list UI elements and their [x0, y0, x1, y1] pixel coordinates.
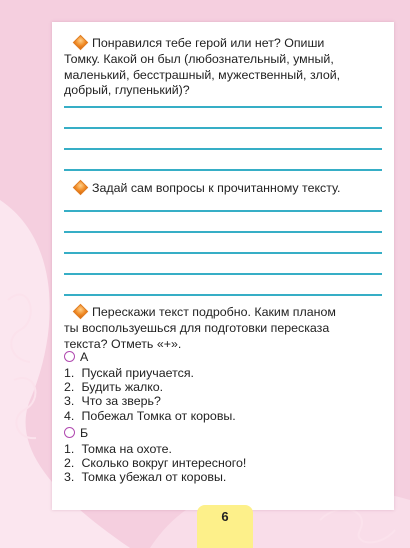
answer-line[interactable]	[64, 231, 382, 233]
list-item: 4. Побежал Томка от коровы.	[64, 408, 236, 423]
task-1-line-4: добрый, глупенький)?	[64, 83, 190, 98]
page-number: 6	[221, 509, 229, 524]
task-3-line-3: текста? Отметь «+».	[64, 336, 182, 351]
task-1	[64, 36, 382, 99]
answer-line[interactable]	[64, 252, 382, 254]
answer-line[interactable]	[64, 294, 382, 296]
option-circle-icon[interactable]	[64, 351, 75, 362]
plan-b-label: Б	[80, 426, 89, 440]
answer-line[interactable]	[64, 127, 382, 129]
list-item: 1. Пускай приучается.	[64, 366, 194, 380]
list-item: 2. Будить жалко.	[64, 380, 164, 395]
list-item: 3. Томка убежал от коровы.	[64, 470, 227, 485]
diamond-bullet-icon	[74, 36, 87, 49]
task-2-line-1: Задай сам вопросы к прочитанному тексту.	[92, 181, 341, 195]
answer-line[interactable]	[64, 169, 382, 171]
plan-a-option[interactable]	[64, 350, 88, 365]
task-3	[64, 305, 382, 352]
plan-a-label: А	[80, 350, 89, 364]
task-1-line-3: маленький, бесстрашный, мужественный, злой,	[64, 67, 341, 82]
task-3-line-2: ты воспользуешься для подготовки пересказа	[64, 320, 330, 335]
plan-b-option[interactable]	[64, 426, 88, 441]
task-1-line-1: Понравился тебе герой или нет? Опиши	[92, 36, 325, 50]
plan-b-list	[64, 442, 246, 485]
option-circle-icon[interactable]	[64, 427, 75, 438]
list-item: 1. Томка на охоте.	[64, 442, 172, 456]
list-item: 2. Сколько вокруг интересного!	[64, 456, 247, 471]
answer-line[interactable]	[64, 148, 382, 150]
diamond-bullet-icon	[74, 305, 87, 318]
plan-a-list	[64, 366, 236, 423]
answer-line[interactable]	[64, 210, 382, 212]
task-2	[64, 181, 382, 197]
diamond-bullet-icon	[74, 181, 87, 194]
answer-line[interactable]	[64, 273, 382, 275]
list-item: 3. Что за зверь?	[64, 394, 161, 409]
answer-line[interactable]	[64, 106, 382, 108]
task-3-line-1: Перескажи текст подробно. Каким планом	[92, 305, 336, 319]
task-1-line-2: Томку. Какой он был (любознательный, умный,	[64, 51, 334, 66]
